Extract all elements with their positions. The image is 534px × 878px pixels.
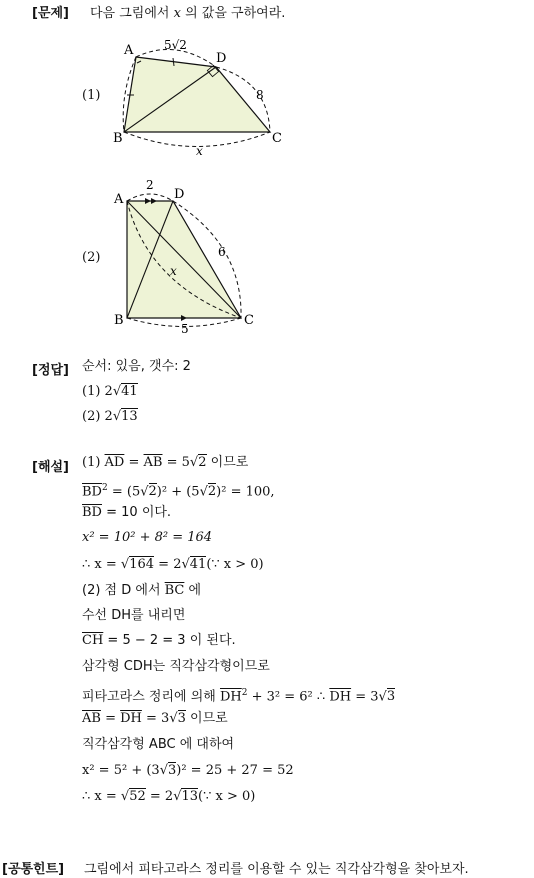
s5-a: ∴ x = xyxy=(82,557,121,572)
figure2-number: (2) xyxy=(82,250,101,265)
figure1-label-x: x xyxy=(196,144,203,158)
s14-a: ∴ x = xyxy=(82,789,121,804)
solution-line-10: 피타고라스 정리에 의해 $\overline{DH}^2 + 3^2 = 6^2$ ∴ $\overline{DH} = 3√3$ xyxy=(82,688,396,705)
solution-line-6 xyxy=(82,580,201,602)
figure2-label-x: x xyxy=(170,264,177,278)
s11-b: 이므로 xyxy=(185,711,228,726)
s2-b: )² + (5 xyxy=(156,484,200,500)
problem-prefix: 다음 그림에서 xyxy=(90,6,174,21)
s10-c: = 3 xyxy=(351,689,379,705)
solution-line-13: x² = 5² + (3√3)² = 25 + 27 = 52 xyxy=(82,763,294,778)
figure1-label-c: C xyxy=(272,131,282,146)
figure1-label-d: D xyxy=(216,51,227,66)
s14-b: = 2 xyxy=(145,789,174,804)
figure2-label-2: 2 xyxy=(146,178,154,192)
s14-root1: 52 xyxy=(129,789,146,804)
hint-tag: [공통힌트] xyxy=(2,862,65,877)
s1-ab: $\overline{AB}$ xyxy=(143,455,163,470)
s3-a: = 10 이다. xyxy=(101,505,172,520)
s2-bd: $\overline{BD}$ xyxy=(82,484,102,500)
figure2-label-6: 6 xyxy=(218,245,226,259)
figure1-label-a: A xyxy=(124,43,134,58)
s5-root2: 41 xyxy=(189,557,207,572)
answer-2-coef: (2) 2 xyxy=(82,409,113,424)
s10-b: + 3² = 6² ∴ xyxy=(247,689,330,705)
solution-line-7: 수선 DH를 내리면 xyxy=(82,608,186,623)
problem-statement xyxy=(90,2,285,21)
s1-root: 2 xyxy=(198,455,207,470)
figure1-number: (1) xyxy=(82,88,101,103)
s3-bd: $\overline{BD}$ xyxy=(82,505,102,520)
s10-root: 3 xyxy=(386,689,396,705)
solution-line-4: x² = 10² + 8² = 164 xyxy=(82,530,213,545)
s2-root2: 2 xyxy=(207,484,217,500)
solution-line-14: ∴ x = √52 = 2√13(∵ x > 0) xyxy=(82,789,256,804)
problem-suffix: 의 값을 구하여라. xyxy=(180,6,286,21)
s14-root2: 13 xyxy=(181,789,199,804)
s13-a: x² = 5² + (3 xyxy=(82,763,160,778)
answer-tag: [정답] xyxy=(32,363,69,378)
s6-b: 에 xyxy=(184,583,202,598)
answer-1: (1) 2√41 xyxy=(82,384,138,399)
s11-eq: = xyxy=(100,711,121,726)
s2-root1: 2 xyxy=(148,484,157,500)
solution-line-1: (1) $\overline{AD} = \overline{AB} = 5√2$ 이므로 xyxy=(82,455,249,470)
figure1-label-b: B xyxy=(113,131,123,146)
s14-c: (∵ x > 0) xyxy=(198,789,256,804)
problem-tag: [문제] xyxy=(32,6,69,21)
s2-a: = (5 xyxy=(107,484,141,500)
solution-line-12: 직각삼각형 ABC 에 대하여 xyxy=(82,737,235,752)
s5-root1: 164 xyxy=(129,557,155,572)
s13-b: )² = 25 + 27 = 52 xyxy=(176,763,294,778)
s5-b: = 2 xyxy=(154,557,182,572)
s10-a: 피타고라스 정리에 의해 xyxy=(82,689,220,705)
s8-ch: $\overline{CH}$ xyxy=(82,633,104,648)
figure2-label-a: A xyxy=(114,192,124,207)
s11-a: = 3 xyxy=(141,711,170,726)
s10-dh2: $\overline{DH}$ xyxy=(329,689,352,705)
solution-line-11: $\overline{AB} = \overline{DH} = 3√3$ 이므로 xyxy=(82,711,228,726)
s1-ad: $\overline{AD}$ xyxy=(104,455,125,470)
answer-1-root: 41 xyxy=(121,384,138,399)
answer-order: 순서: 있음, 갯수: 2 xyxy=(82,359,191,374)
s11-root: 3 xyxy=(177,711,186,726)
s10-dh: $\overline{DH}$ xyxy=(219,689,242,705)
figure2-label-c: C xyxy=(244,313,254,328)
s8-a: = 5 − 2 = 3 이 된다. xyxy=(103,633,236,648)
hint-text: 그림에서 피타고라스 정리를 이용할 수 있는 직각삼각형을 찾아보자. xyxy=(84,862,469,877)
figure2-label-d: D xyxy=(174,187,185,202)
s1-c: 이므로 xyxy=(206,455,249,470)
s1-eq: = xyxy=(124,455,144,470)
figure1-quadrilateral xyxy=(124,57,270,132)
s5-c: (∵ x > 0) xyxy=(206,557,264,572)
figure2-arc-ad xyxy=(127,194,173,201)
problem-var: x xyxy=(173,6,181,21)
solution-line-9: 삼각형 CDH는 직각삼각형이므로 xyxy=(82,659,270,674)
s1-a: (1) xyxy=(82,455,105,470)
s6-bc: $\overline{BC}$ xyxy=(164,583,185,598)
s6-a: (2) 점 D 에서 xyxy=(82,583,165,598)
solution-tag: [해설] xyxy=(32,460,69,475)
figure1-label-8: 8 xyxy=(256,88,264,102)
figure1-diagram xyxy=(108,36,298,161)
s13-root: 3 xyxy=(167,763,177,778)
figure2-label-5: 5 xyxy=(181,322,189,335)
s11-ab: $\overline{AB}$ xyxy=(82,711,101,726)
answer-2-root: 13 xyxy=(121,409,138,424)
figure1-label-5root2: 5√2 xyxy=(164,38,187,52)
figure2-label-b: B xyxy=(114,313,124,328)
answer-2: (2) 2√13 xyxy=(82,409,138,424)
solution-line-2: $\overline{BD}^2 = (5√2)^2 + (5√2)^2 = 100$, xyxy=(82,483,275,500)
s2-c: )² = 100, xyxy=(216,484,275,500)
figure2-diagram xyxy=(108,175,268,335)
solution-line-5: ∴ x = √164 = 2√41(∵ x > 0) xyxy=(82,557,264,572)
solution-line-3 xyxy=(82,502,171,524)
s11-dh: $\overline{DH}$ xyxy=(120,711,142,726)
s1-b: = 5 xyxy=(162,455,190,470)
answer-1-coef: (1) 2 xyxy=(82,384,113,399)
solution-line-8 xyxy=(82,630,236,652)
